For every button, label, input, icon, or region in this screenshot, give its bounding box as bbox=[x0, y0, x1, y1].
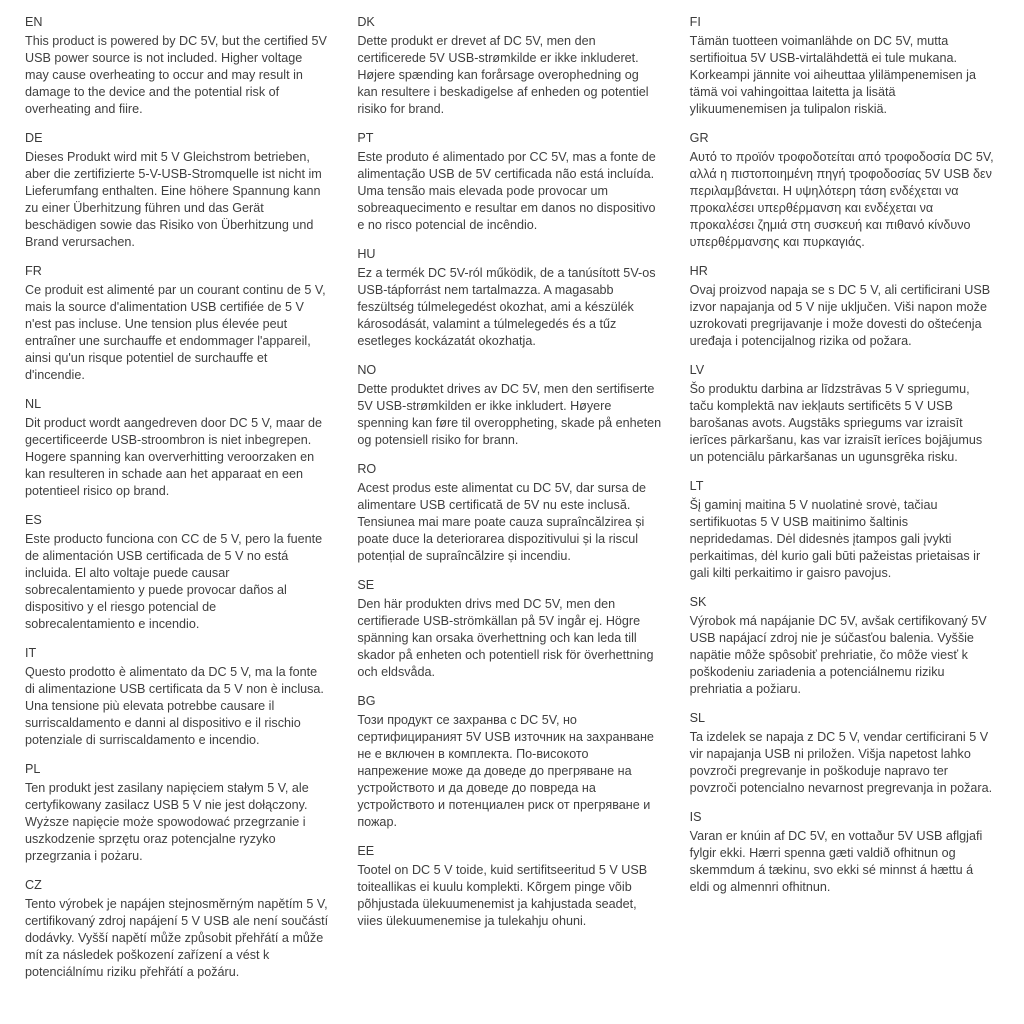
language-text: Dieses Produkt wird mit 5 V Gleichstrom betrieben, aber die zertifizierte 5-V-USB-Stromquelle ist nicht im Lieferumfang enthalten. Eine höhere Spannung kann zu einer Überhitzung führen und das Gerät beschädigen sowie das Risiko von Überhitzung und Brand verursachen. bbox=[25, 150, 322, 249]
language-text: Výrobok má napájanie DC 5V, avšak certifikovaný 5V USB napájací zdroj nie je súčasťou balenia. Vyššie napätie môže spôsobiť prehriatie, čo môže viesť k poškodeniu zariadenia a potenciálnemu riziku prehriatia a požiaru. bbox=[689, 614, 987, 696]
language-code: HU bbox=[357, 247, 376, 261]
text-column-1 bbox=[25, 14, 329, 993]
language-text: This product is powered by DC 5V, but the certified 5V USB power source is not included. Higher voltage may cause overheating to occur and may result in damage to the device and the potential risk of overheating and fiire. bbox=[25, 34, 327, 116]
language-text: Šo produktu darbina ar līdzstrāvas 5 V spriegumu, taču komplektā nav iekļauts sertificēts 5 V USB barošanas avots. Augstāks spriegums var izraisīt ierīces pārkaršanu, kas var izraisīt ierīces bojājumus un potenciālu pārkaršanas un ugunsgrēka risku. bbox=[689, 382, 983, 464]
language-block bbox=[25, 512, 329, 633]
language-text: Acest produs este alimentat cu DC 5V, dar sursa de alimentare USB certificată de 5V nu este inclusă. Tensiunea mai mare poate cauza supraîncălzirea și poate duce la deteriorarea dispozitivului și la riscul potențial de supraîncălzire și incendiu. bbox=[357, 481, 646, 563]
language-code: RO bbox=[357, 462, 377, 476]
language-block bbox=[25, 761, 329, 865]
language-block bbox=[357, 693, 661, 831]
language-text: Este producto funciona con CC de 5 V, pero la fuente de alimentación USB certificada de 5 V no está incluida. El alto voltaje puede causar sobrecalentamiento y puede provocar daños al dispositivo y el riesgo potencial de sobrecalentamiento e incendio. bbox=[25, 532, 323, 631]
language-text: Dette produkt er drevet af DC 5V, men den certificerede 5V USB-strømkilde er ikke inkluderet. Højere spænding kan forårsage overophedning og kan resultere i beskadigelse af enheden og potentiel risiko for brand. bbox=[357, 34, 649, 116]
language-text: Ce produit est alimenté par un courant continu de 5 V, mais la source d'alimentation USB certifiée de 5 V n'est pas incluse. Une tension plus élevée peut entraîner une surchauffe et endommager l'appareil, ainsi qu'un risque potentiel de surchauffe et d'incendie. bbox=[25, 283, 326, 382]
language-block bbox=[25, 645, 329, 749]
language-code: EE bbox=[357, 844, 375, 858]
language-block bbox=[25, 877, 329, 981]
language-code: LV bbox=[689, 363, 705, 377]
language-text: Ten produkt jest zasilany napięciem stałym 5 V, ale certyfikowany zasilacz USB 5 V nie jest dołączony. Wyższe napięcie może spowodować przegrzanie i uszkodzenie sprzętu oraz potencjalne ryzyko przegrzania i pożaru. bbox=[25, 781, 309, 863]
language-code: DK bbox=[357, 15, 375, 29]
language-text: Tootel on DC 5 V toide, kuid sertifitseeritud 5 V USB toiteallikas ei kuulu komplekti. Kõrgem pinge võib põhjustada ülekuumenemist ja kahjustada seadet, viies ülekuumenemise ja tulekahju ohuni. bbox=[357, 863, 648, 928]
language-code: NO bbox=[357, 363, 377, 377]
language-code: LT bbox=[689, 479, 704, 493]
language-text: Tämän tuotteen voimanlähde on DC 5V, mutta sertifioitua 5V USB-virtalähdettä ei tule mukana. Korkeampi jännite voi aiheuttaa ylilämpenemisen ja tämä voi vahingoittaa laitetta ja lisätä ylikuumenemisen ja tulipalon riskiä. bbox=[689, 34, 976, 116]
language-text: Този продукт се захранва с DC 5V, но сертифицираният 5V USB източник на захранване не е включен в комплекта. По-високото напрежение може да доведе до прегряване на устройството и да доведе до повреда на устройството и потенциален риск от прегряване и пожар. bbox=[357, 713, 654, 829]
language-block bbox=[357, 577, 661, 681]
language-code: IS bbox=[689, 810, 702, 824]
language-text: Dit product wordt aangedreven door DC 5 V, maar de gecertificeerde USB-stroombron is niet inbegrepen. Hogere spanning kan oververhitting veroorzaken en kan resulteren in schade aan het apparaat en een potentieel risico op brand. bbox=[25, 416, 323, 498]
language-code: CZ bbox=[25, 878, 42, 892]
language-code: PL bbox=[25, 762, 41, 776]
language-text: Questo prodotto è alimentato da DC 5 V, ma la fonte di alimentazione USB certificata da 5 V non è inclusa. Una tensione più elevata potrebbe causare il surriscaldamento e danni al dispositivo e il rischio potenziale di surriscaldamento e incendio. bbox=[25, 665, 324, 747]
language-block bbox=[25, 14, 329, 118]
language-text: Este produto é alimentado por CC 5V, mas a fonte de alimentação USB de 5V certificada não está incluída. Uma tensão mais elevada pode provocar um sobreaquecimento e resultar em danos no dispositivo e no risco potencial de incêndio. bbox=[357, 150, 656, 232]
language-text: Αυτό το προϊόν τροφοδοτείται από τροφοδοσία DC 5V, αλλά η πιστοποιημένη πηγή τροφοδοσίας 5V USB δεν περιλαμβάνεται. Η υψηλότερη τάση ενδέχεται να προκαλέσει υπερθέρμανση και ενδέχεται να προκαλέσει ζημιά στη συσκευή και πιθανό κίνδυνο υπερθέρμανσης και πυρκαγιάς. bbox=[689, 150, 994, 249]
language-block bbox=[690, 263, 994, 350]
language-block bbox=[690, 362, 994, 466]
language-code: DE bbox=[25, 131, 43, 145]
language-block bbox=[690, 710, 994, 797]
language-code: BG bbox=[357, 694, 376, 708]
language-text: Ta izdelek se napaja z DC 5 V, vendar certificirani 5 V vir napajanja USB ni priložen. Višja napetost lahko povzroči pregrevanje in poškoduje napravo ter povzroči potencialno nevarnost pregrevanja in požara. bbox=[689, 730, 993, 795]
language-block bbox=[357, 362, 661, 449]
language-code: SL bbox=[689, 711, 706, 725]
language-code: GR bbox=[689, 131, 709, 145]
language-text: Dette produktet drives av DC 5V, men den sertifiserte 5V USB-strømkilden er ikke inkludert. Høyere spenning kan føre til overoppheting, skade på enheten og potensiell risiko for brann. bbox=[357, 382, 662, 447]
language-text: Den här produkten drivs med DC 5V, men den certifierade USB-strömkällan på 5V ingår ej. Högre spänning kan orsaka överhettning och kan leda till skador på enheten och potentiell risk för överhettning och eldsvåda. bbox=[357, 597, 654, 679]
language-block bbox=[25, 130, 329, 251]
language-text: Ez a termék DC 5V-ról működik, de a tanúsított 5V-os USB-tápforrást nem tartalmazza. A magasabb feszültség túlmelegedést okozhat, ami a készülék károsodását, valamint a túlmelegedés és a tűz esetleges kockázatát okozhatja. bbox=[357, 266, 656, 348]
language-code: FR bbox=[25, 264, 42, 278]
language-code: SK bbox=[689, 595, 707, 609]
language-block bbox=[690, 130, 994, 251]
language-code: PT bbox=[357, 131, 374, 145]
language-text: Ovaj proizvod napaja se s DC 5 V, ali certificirani USB izvor napajanja od 5 V nije uključen. Viši napon može uzrokovati pregrijavanje i može dovesti do oštećenja uređaja i potencijalnog rizika od požara. bbox=[689, 283, 991, 348]
language-code: IT bbox=[25, 646, 37, 660]
language-block bbox=[357, 843, 661, 930]
language-text: Tento výrobek je napájen stejnosměrným napětím 5 V, certifikovaný zdroj napájení 5 V USB ale není součástí dodávky. Vyšší napětí může způsobit přehřátí a může mít za následek poškození zařízení a vést k potenciálnímu riziku přehřátí a požáru. bbox=[25, 897, 329, 979]
text-column-3 bbox=[690, 14, 994, 993]
language-code: EN bbox=[25, 15, 43, 29]
language-block bbox=[690, 478, 994, 582]
language-text: Varan er knúin af DC 5V, en vottaður 5V USB aflgjafi fylgir ekki. Hærri spenna gæti valdið ofhitnun og skemmdum á tækinu, svo ekki sé minnst á hættu á eldi og almennri ofhitnun. bbox=[689, 829, 983, 894]
language-block bbox=[25, 396, 329, 500]
language-code: HR bbox=[689, 264, 708, 278]
language-block bbox=[357, 246, 661, 350]
language-text: Šį gaminį maitina 5 V nuolatinė srovė, tačiau sertifikuotas 5 V USB maitinimo šaltinis nepridedamas. Dėl didesnės įtampos gali įvykti perkaitimas, dėl kurio gali būti pažeistas prietaisas ir gali kilti perkaitimo ir gaisro pavojus. bbox=[689, 498, 981, 580]
language-code: FI bbox=[689, 15, 701, 29]
language-code: SE bbox=[357, 578, 375, 592]
text-column-2 bbox=[357, 14, 661, 993]
language-code: NL bbox=[25, 397, 42, 411]
language-block bbox=[690, 594, 994, 698]
language-code: ES bbox=[25, 513, 42, 527]
language-block bbox=[357, 14, 661, 118]
language-block bbox=[690, 14, 994, 118]
language-block bbox=[25, 263, 329, 384]
language-block bbox=[357, 130, 661, 234]
language-block bbox=[690, 809, 994, 896]
language-block bbox=[357, 461, 661, 565]
